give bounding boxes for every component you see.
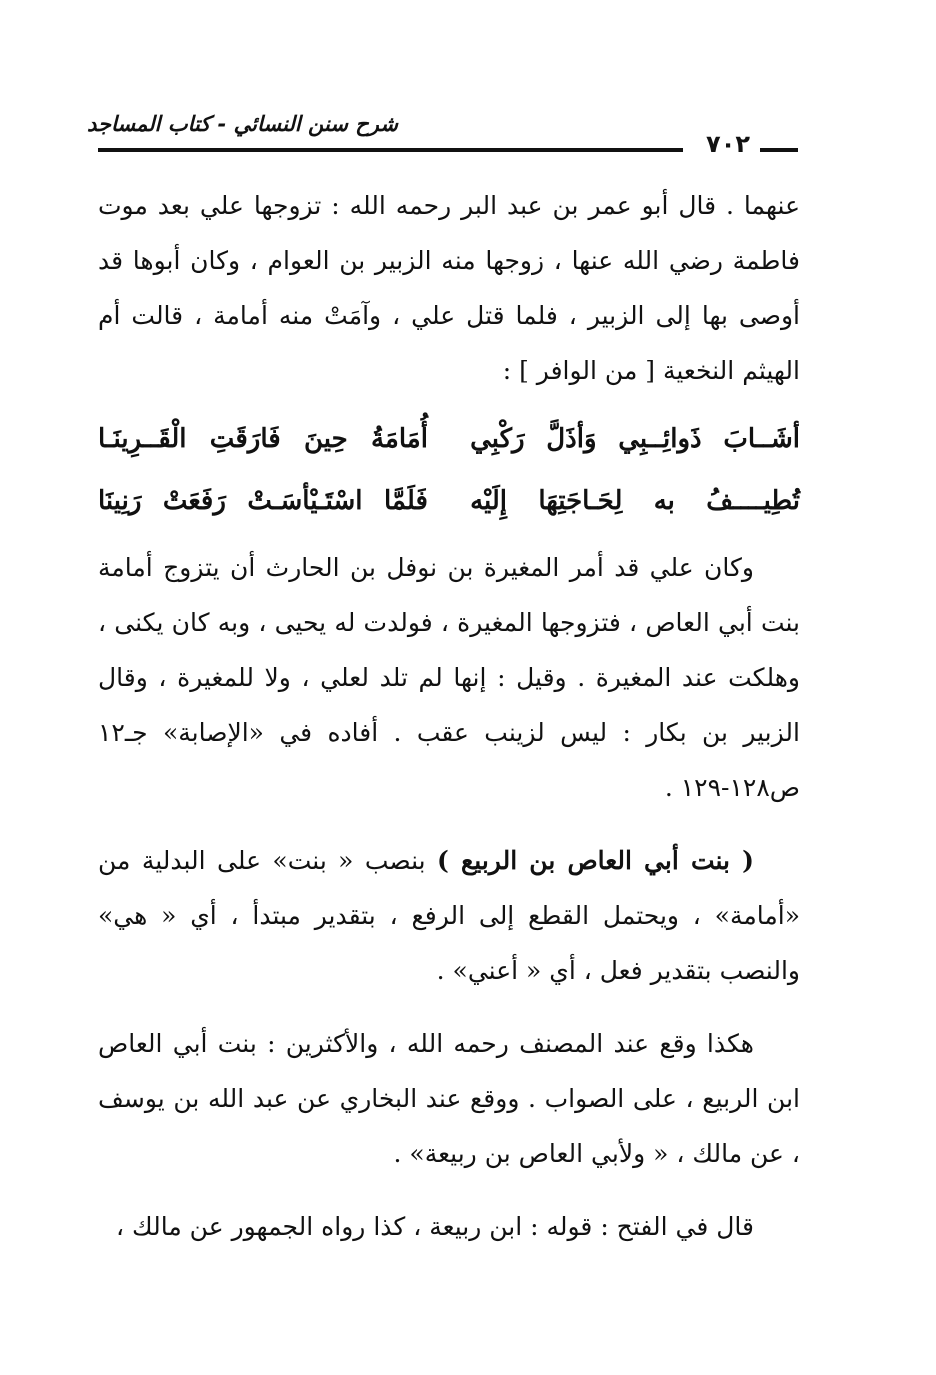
poem-verse-2: [98, 470, 800, 532]
paragraph-3: [98, 833, 800, 998]
paragraph-3-text: بنصب « بنت» على البدلية من «أمامة» ، ويحتمل القطع إلى الرفع ، بتقدير مبتدأ ، أي « هي» والنصب بتقدير فعل ، أي « أعني» .: [98, 846, 800, 985]
poem: [98, 408, 800, 532]
page-header: [87, 112, 798, 158]
paragraph-4: هكذا وقع عند المصنف رحمه الله ، والأكثرين : بنت أبي العاص ابن الربيع ، على الصواب . ووقع عند البخاري عن عبد الله بن يوسف ، عن مالك ، « ولأبي العاص بن ربيعة» .: [98, 1029, 800, 1168]
verse-2-first-hemistich: تُطِيــــفُ به لِحَـاجَتِهَا إِلَيْه: [470, 486, 800, 516]
paragraph-2: وكان علي قد أمر المغيرة بن نوفل بن الحارث أن يتزوج أمامة بنت أبي العاص ، فتزوجها المغيرة ، فولدت له يحيى ، وبه كان يكنى ، وهلكت عند المغيرة . وقيل : إنها لم تلد لعلي ، ولا للمغيرة ، وقال الزبير بن بكار : ليس لزينب عقب . أفاده في «الإصابة» جـ١٢ ص١٢٨-١٢٩ .: [98, 553, 800, 802]
page-number: ٧٠٢: [706, 130, 750, 158]
paragraph-5: قال في الفتح : قوله : ابن ربيعة ، كذا رواه الجمهور عن مالك ،: [116, 1212, 754, 1241]
header-rule-short: [760, 148, 798, 152]
poem-verse-1: [98, 408, 800, 470]
running-title: شرح سنن النسائي - كتاب المساجد: [87, 112, 398, 136]
paragraph-1: عنهما . قال أبو عمر بن عبد البر رحمه الله : تزوجها علي بعد موت فاطمة رضي الله عنها ، زوجها منه الزبير بن العوام ، وكان أبوها قد أوصى بها إلى الزبير ، فلما قتل علي ، وآمَتْ منه أمامة ، قالت أم الهيثم النخعية [ من الوافر ] :: [98, 191, 800, 385]
page-body: [98, 178, 800, 1254]
header-rule: [98, 148, 683, 152]
paragraph-3-heading: ( بنت أبي العاص بن الربيع ): [437, 846, 754, 875]
verse-1-first-hemistich: أشَــابَ ذَوائِــبِي وَأذَلَّ رَكْبِي: [470, 424, 800, 454]
verse-1-second-hemistich: أُمَامَةُ حِينَ فَارَقَتِ الْقَــرِينَـا: [98, 424, 428, 454]
verse-2-second-hemistich: فَلَمَّا اسْتَـيْأسَـتْ رَفَعَتْ رَنِينَا: [98, 486, 428, 516]
